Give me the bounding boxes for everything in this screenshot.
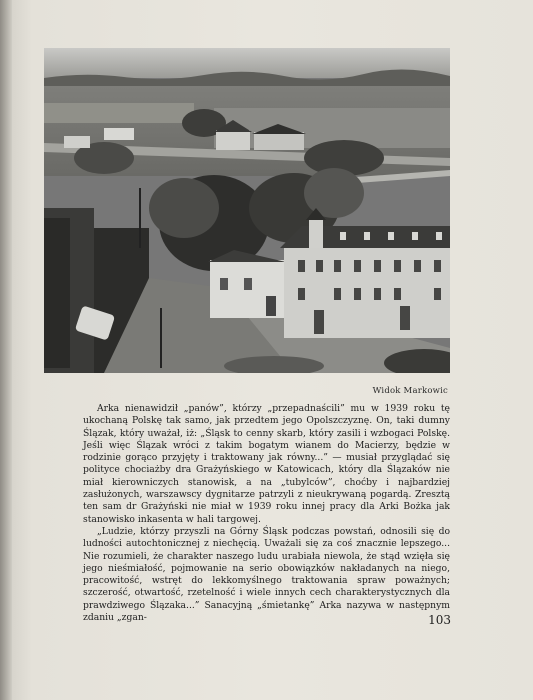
paragraph: „Ludzie, którzy przyszli na Górny Śląsk podczas powstań, odnosili się do ludności autochtonicznej z niechęcią. Uważali się za coś znacznie lepszego... Nie rozumieli, że charakter naszego ludu urabiała niewola, że stąd wzięła się jego nieśmiałość, pojmowanie na serio obowiązków nakładanych na niego, pracowitość, wstręt do lekkomyślnego traktowania spraw poważnych; szczerość, otwartość, rzetelność i wiele innych cech charakterystycznych dla prawdziwego Ślązaka...” Sanacyjną „śmietankę” Arka nazywa w następnym zdaniu „zgan-: [83, 525, 450, 624]
photo-caption: Widok Markowic: [372, 386, 448, 396]
body-text: [83, 403, 450, 624]
paragraph: Arka nienawidził „panów”, którzy „przepadnaścili” mu w 1939 roku tę ukochaną Polskę tak samo, jak przedtem jego Opolszczyznę. On, taki dumny Ślązak, który uważał, iż: „Śląsk to cenny skarb, który zasili i wzbogaci Polskę. Jeśli więc Ślązak wróci z takim bogatym wianem do Macierzy, będzie w rodzinie gorąco przyjęty i traktowany jak równy...” — musiał przyglądać się polityce chociażby dra Grażyńskiego w Katowicach, który dla Ślązaków nie miał kierowniczych stanowisk, a na „tubylców”, choćby i najbardziej zasłużonych, warszawscy dygnitarze patrzyli z nieukrywaną pogardą. Zresztą ten sam dr Grażyński nie miał w 1939 roku innej pracy dla Arki Bożka jak stanowisko inkasenta w hali targowej.: [83, 403, 450, 525]
page-number: 103: [428, 613, 451, 627]
book-spine-shadow: [0, 0, 12, 700]
town-photograph: [44, 48, 450, 373]
